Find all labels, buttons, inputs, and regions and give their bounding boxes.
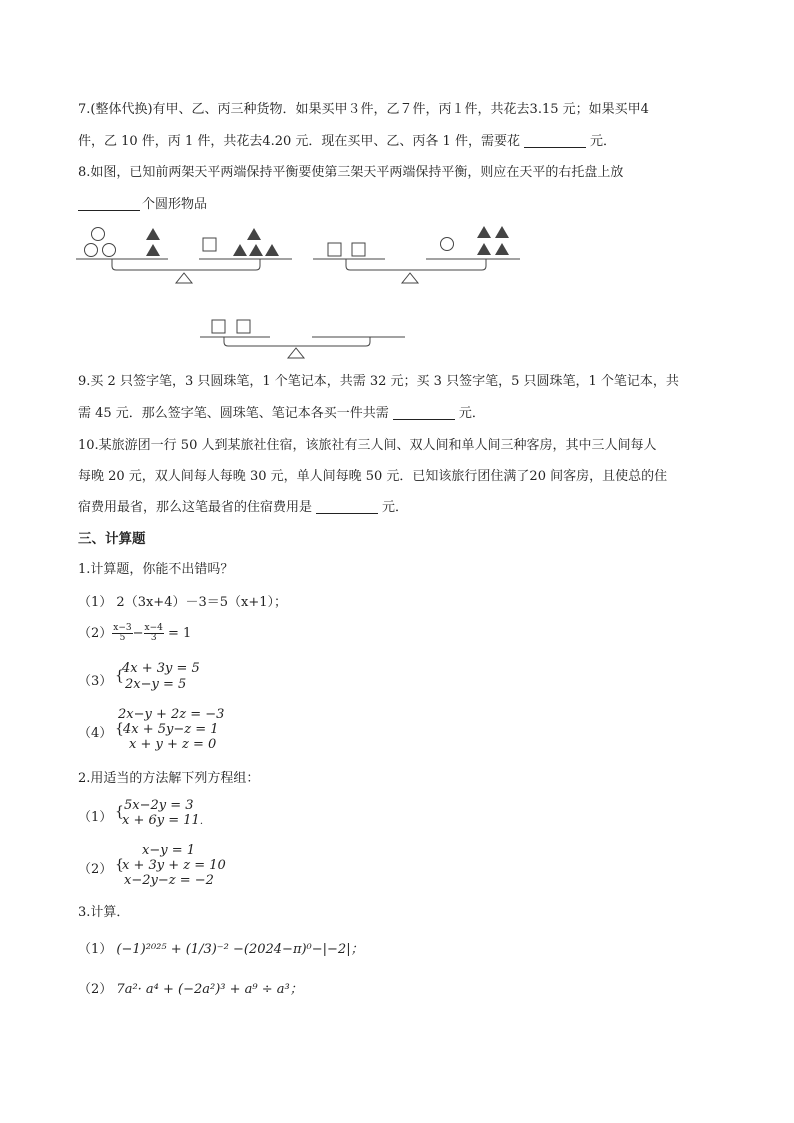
p1-item4-row1: 2x−y + 2z = −3 — [118, 707, 225, 722]
section-title: 三、计算题 — [78, 531, 146, 547]
p3-item1 — [78, 941, 364, 959]
p1-item2 — [78, 624, 191, 643]
q8-line2: 个圆形物品 — [142, 197, 208, 212]
p2-item2-row1: x−y = 1 — [142, 843, 195, 858]
q10-answer-blank[interactable] — [316, 501, 378, 514]
p3-item2 — [78, 981, 303, 999]
balance-2-triangles — [477, 226, 509, 255]
q7-text: 件，乙 10 件，丙 1 件，共花去4.20 元．现在买甲、乙、丙各 1 件，需要花 — [78, 134, 520, 149]
p2-item1-row2: x + 6y = 11. — [122, 813, 203, 828]
p1-item2-minus: − — [132, 626, 144, 641]
p3-item2-expression: 7a²· a⁴ + (−2a²)³ + a⁹ ÷ a³； — [116, 982, 303, 997]
p1-item4-brace: { — [115, 721, 124, 737]
q9-answer-blank[interactable] — [393, 407, 455, 420]
q9-line1: 9.买 2 只签字笔，3 只圆珠笔，1 个笔记本，共需 32 元；买 3 只签字笔，5 只圆珠笔，1 个笔记本，共 — [78, 374, 679, 389]
q8-line1: 8.如图，已知前两架天平两端保持平衡要使第三架天平两端保持平衡，则应在天平的右托盘上放 — [78, 165, 624, 180]
p1-item3-brace: { — [115, 668, 124, 684]
q10-line2: 每晚 20 元，双人间每人每晚 30 元，单人间每晚 50 元．已知该旅行团住满了20 间客房，且使总的住 — [78, 469, 668, 484]
p1-item2-frac2: $\frac{x-4}{3}$ — [144, 623, 163, 643]
p2-item1 — [78, 798, 278, 832]
p2-item1-row1: 5x−2y = 3 — [124, 798, 194, 813]
p2-item2-row3: x−2y−z = −2 — [124, 873, 214, 888]
p3-item1-label: （1） — [78, 942, 113, 957]
p1-item1-equation: 2（3x+4）－3＝5（x+1）； — [116, 595, 287, 610]
p1-item1-label: （1） — [78, 595, 113, 610]
p3-title: 3.计算． — [78, 905, 130, 920]
p1-item4-row3: x + y + z = 0 — [129, 737, 217, 752]
p1-item2-label: （2） — [78, 626, 113, 641]
p1-item3-row2: 2x−y = 5 — [125, 677, 187, 692]
q10-unit: 元． — [382, 500, 409, 515]
p1-item3-label: （3） — [78, 674, 113, 689]
p1-item4-label: （4） — [78, 726, 113, 741]
p2-item2 — [78, 843, 298, 891]
p1-item2-frac1: $\frac{x-3}{5}$ — [113, 623, 132, 643]
q10-line1: 10.某旅游团一行 50 人到某旅社住宿，该旅社有三人间、双人间和单人间三种客房，其中三人间每人 — [78, 438, 657, 453]
q7-unit: 元． — [589, 134, 616, 149]
q9-unit: 元． — [458, 406, 485, 421]
p1-item3-row1: 4x + 3y = 5 — [122, 661, 200, 676]
p2-title: 2.用适当的方法解下列方程组： — [78, 771, 260, 786]
q10-line3 — [78, 499, 408, 517]
q9-text: 需 45 元．那么签字笔、圆珠笔、笔记本各买一件共需 — [78, 406, 389, 421]
balance-2 — [313, 238, 520, 284]
q9-line2 — [78, 405, 485, 423]
p2-item2-row2: x + 3y + z = 10 — [122, 858, 226, 873]
p2-item2-brace: { — [115, 857, 124, 873]
p1-item4-row2: 4x + 5y−z = 1 — [123, 722, 219, 737]
p3-item2-label: （2） — [78, 982, 113, 997]
p1-item3 — [78, 660, 278, 696]
q10-text: 宿费用最省，那么这笔最省的住宿费用是 — [78, 500, 313, 515]
p2-item1-brace: { — [115, 804, 124, 820]
p1-item4 — [78, 706, 298, 754]
p2-item1-label: （1） — [78, 810, 113, 825]
balance-3 — [200, 320, 405, 358]
q7-line1: 7.(整体代换)有甲、乙、丙三种货物．如果买甲３件，乙７件，丙１件，共花去3.15 元；如果买甲4 — [78, 102, 649, 117]
balance-1-triangles — [146, 228, 279, 256]
p1-title: 1.计算题，你能不出错吗？ — [78, 562, 234, 577]
p1-item2-rhs: = 1 — [168, 626, 192, 641]
p1-item1 — [78, 594, 287, 612]
p3-item1-expression: (−1)²⁰²⁵ + (1/3)⁻² −(2024−π)⁰−|−2|； — [116, 942, 364, 957]
balance-figure — [0, 0, 794, 370]
p2-item2-label: （2） — [78, 862, 113, 877]
